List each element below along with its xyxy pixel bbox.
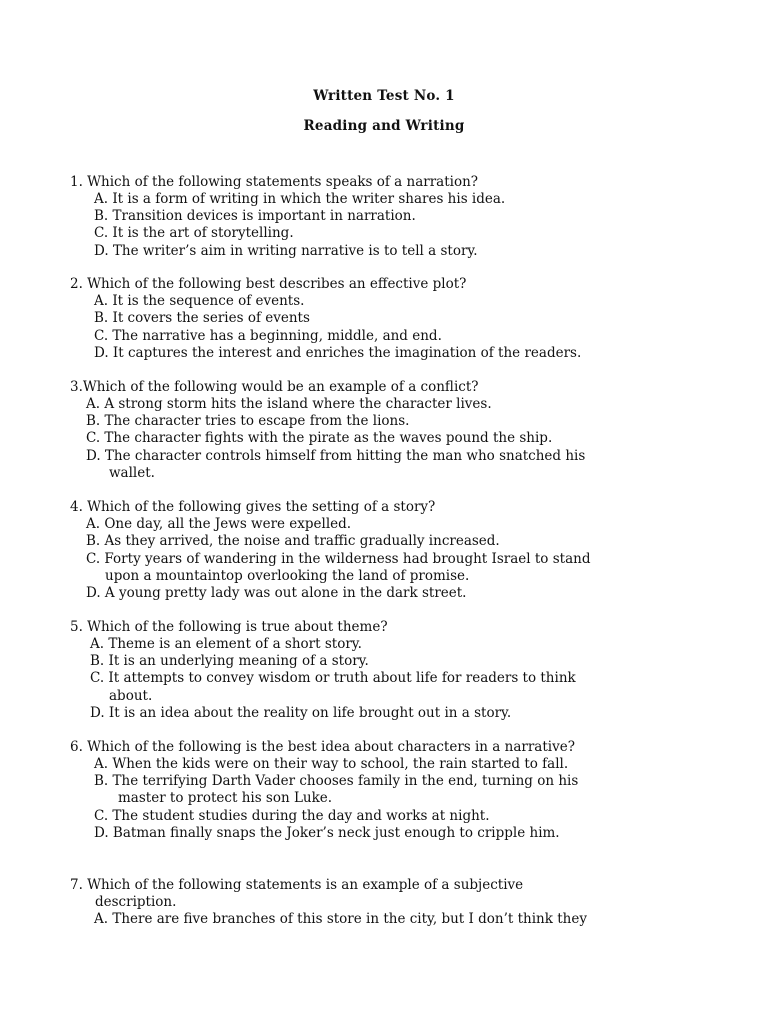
answer-choice: A. It is the sequence of events. bbox=[94, 293, 305, 309]
question-stem: 4. Which of the following gives the setting of a story? bbox=[70, 499, 436, 515]
question-stem: description. bbox=[95, 894, 177, 910]
answer-choice: B. As they arrived, the noise and traffic gradually increased. bbox=[86, 533, 500, 549]
answer-choice: D. It captures the interest and enriches the imagination of the readers. bbox=[94, 345, 582, 361]
answer-choice: B. The terrifying Darth Vader chooses family in the end, turning on his bbox=[94, 773, 579, 789]
page-subtitle: Reading and Writing bbox=[303, 118, 465, 134]
question-stem: 2. Which of the following best describes an effective plot? bbox=[70, 276, 467, 292]
answer-choice: master to protect his son Luke. bbox=[118, 790, 333, 806]
answer-choice: A. When the kids were on their way to school, the rain started to fall. bbox=[94, 756, 569, 772]
answer-choice: D. It is an idea about the reality on life brought out in a story. bbox=[90, 705, 512, 721]
question-stem: 3.Which of the following would be an example of a conflict? bbox=[70, 379, 479, 395]
answer-choice: C. It attempts to convey wisdom or truth about life for readers to think bbox=[90, 670, 576, 686]
question-stem: 6. Which of the following is the best idea about characters in a narrative? bbox=[70, 739, 575, 755]
answer-choice: upon a mountaintop overlooking the land of promise. bbox=[105, 568, 470, 584]
answer-choice: D. A young pretty lady was out alone in the dark street. bbox=[86, 585, 467, 601]
answer-choice: A. Theme is an element of a short story. bbox=[90, 636, 362, 652]
answer-choice: D. The character controls himself from hitting the man who snatched his bbox=[86, 448, 586, 464]
answer-choice: A. There are five branches of this store in the city, but I don’t think they bbox=[94, 911, 587, 927]
question-stem: 7. Which of the following statements is an example of a subjective bbox=[70, 877, 524, 893]
answer-choice: B. It is an underlying meaning of a story. bbox=[90, 653, 369, 669]
answer-choice: A. One day, all the Jews were expelled. bbox=[86, 516, 352, 532]
answer-choice: C. The narrative has a beginning, middle, and end. bbox=[94, 328, 442, 344]
answer-choice: C. The student studies during the day and works at night. bbox=[94, 808, 490, 824]
answer-choice: D. The writer’s aim in writing narrative is to tell a story. bbox=[94, 243, 478, 259]
answer-choice: B. Transition devices is important in narration. bbox=[94, 208, 416, 224]
answer-choice: C. It is the art of storytelling. bbox=[94, 225, 294, 241]
answer-choice: B. It covers the series of events bbox=[94, 310, 310, 326]
answer-choice: A. A strong storm hits the island where the character lives. bbox=[86, 396, 492, 412]
answer-choice: about. bbox=[109, 688, 153, 704]
answer-choice: D. Batman finally snaps the Joker’s neck just enough to cripple him. bbox=[94, 825, 560, 841]
answer-choice: A. It is a form of writing in which the writer shares his idea. bbox=[94, 191, 506, 207]
answer-choice: C. Forty years of wandering in the wilderness had brought Israel to stand bbox=[86, 551, 591, 567]
question-stem: 1. Which of the following statements speaks of a narration? bbox=[70, 174, 479, 190]
answer-choice: B. The character tries to escape from the lions. bbox=[86, 413, 410, 429]
answer-choice: wallet. bbox=[109, 465, 155, 481]
page-title: Written Test No. 1 bbox=[313, 88, 455, 104]
question-stem: 5. Which of the following is true about theme? bbox=[70, 619, 388, 635]
answer-choice: C. The character fights with the pirate as the waves pound the ship. bbox=[86, 430, 553, 446]
